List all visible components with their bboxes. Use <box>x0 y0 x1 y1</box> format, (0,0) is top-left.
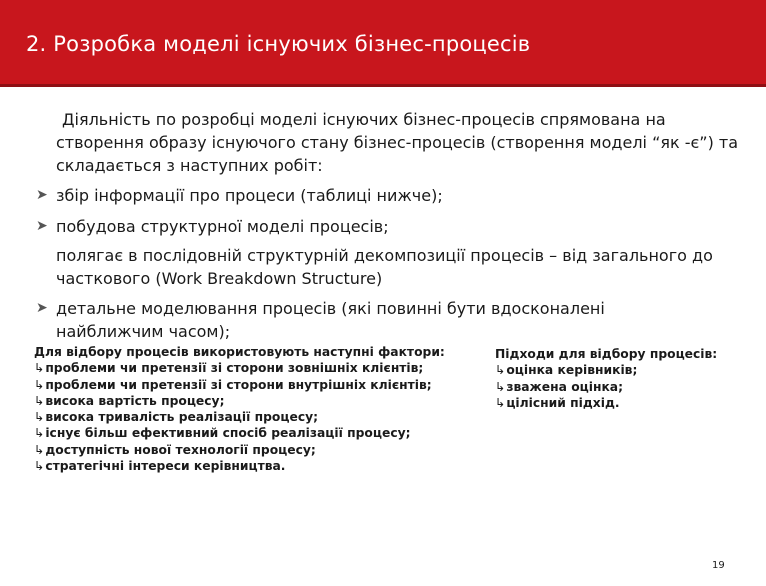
arrowhead-bullet-icon: ➤ <box>36 300 48 316</box>
selection-approaches-block <box>495 346 755 411</box>
slide-title: 2. Розробка моделі існуючих бізнес-процесів <box>26 32 531 56</box>
arrowhead-bullet-icon: ➤ <box>36 218 48 234</box>
selection-approaches-heading: Підходи для відбору процесів: <box>495 347 718 361</box>
list-item: ↳ стратегічні інтереси керівництва. <box>34 458 474 474</box>
bullet-continuation: полягає в послідовній структурній декомпозиції процесів – від загального до часткового (Work Breakdown Structure) <box>56 246 713 288</box>
list-item: ↳ доступність нової технології процесу; <box>34 442 474 458</box>
list-item: ↳ висока тривалість реалізації процесу; <box>34 409 474 425</box>
list-item: ↳ існує більш ефективний спосіб реалізації процесу; <box>34 425 474 441</box>
list-item: ↳ проблеми чи претензії зі сторони зовнішніх клієнтів; <box>34 360 474 376</box>
list-item: ↳ проблеми чи претензії зі сторони внутрішніх клієнтів; <box>34 377 474 393</box>
bullet-text: збір інформації про процеси (таблиці нижче); <box>56 186 443 205</box>
selection-factors-heading: Для відбору процесів використовують наступні фактори: <box>34 345 445 359</box>
list-item: ↳ оцінка керівників; <box>495 362 755 378</box>
intro-paragraph: Діяльність по розробці моделі існуючих бізнес-процесів спрямована на створення образу існуючого стану бізнес-процесів (створення моделі “як -є”) та складається з наступних робіт: <box>56 110 739 175</box>
title-bar <box>0 0 766 87</box>
list-item: ↳ зважена оцінка; <box>495 379 755 395</box>
selection-factors-block <box>34 344 474 474</box>
arrowhead-bullet-icon: ➤ <box>36 187 48 203</box>
bullet-text: детальне моделювання процесів (які повинні бути вдосконалені найближчим часом); <box>56 299 605 341</box>
list-item: ↳ висока вартість процесу; <box>34 393 474 409</box>
bullet-text: побудова структурної моделі процесів; <box>56 217 389 236</box>
list-item: ↳ цілісний підхід. <box>495 395 755 411</box>
page-number: 19 <box>712 560 725 571</box>
